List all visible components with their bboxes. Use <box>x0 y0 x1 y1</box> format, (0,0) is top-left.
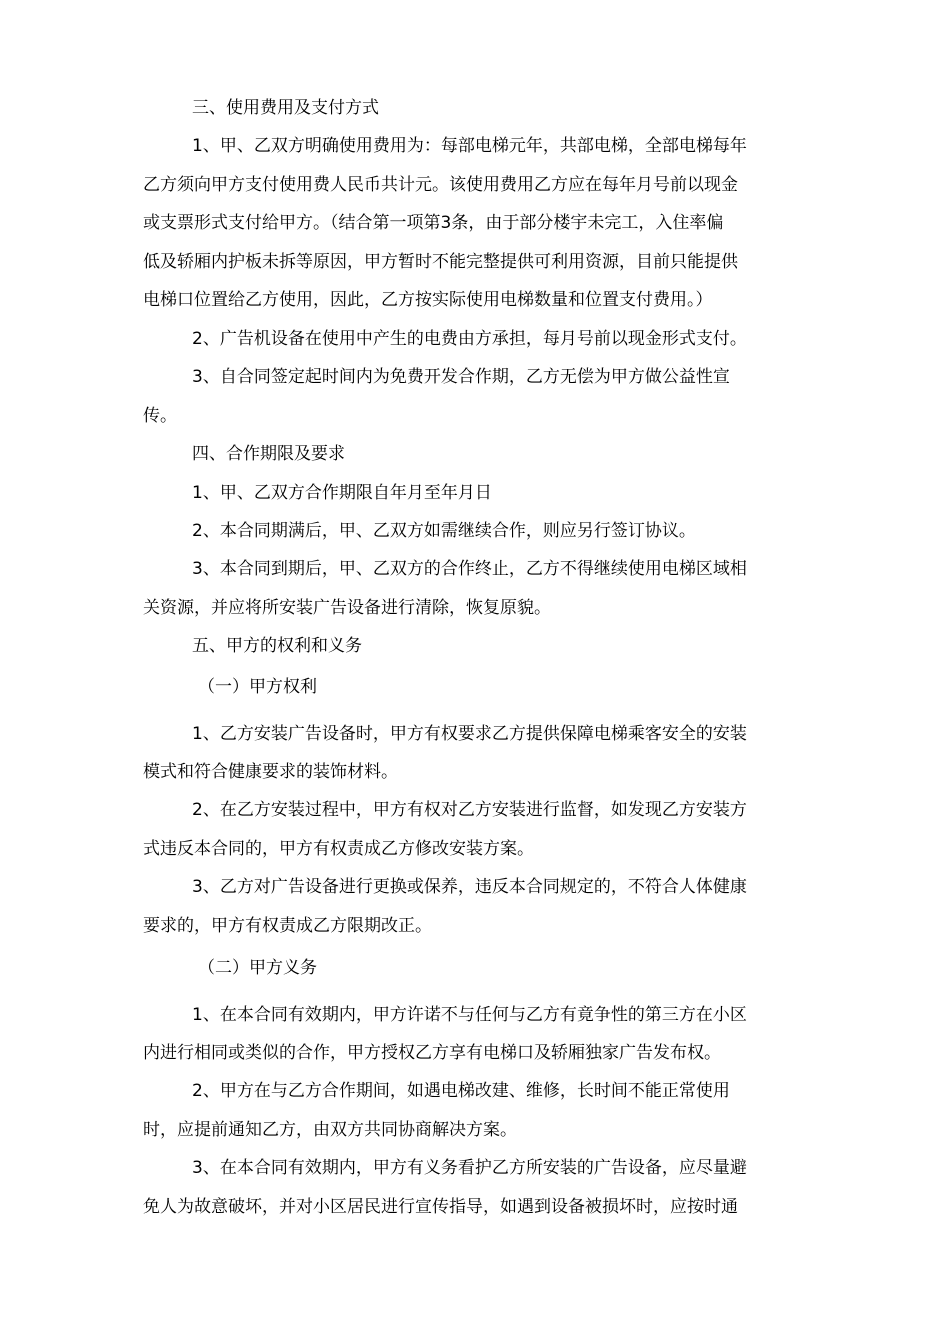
paragraph-line: 时，应提前通知乙方，由双方共同协商解决方案。 <box>143 1120 517 1140</box>
paragraph-line: 2、甲方在与乙方合作期间，如遇电梯改建、维修，长时间不能正常使用 <box>192 1081 730 1101</box>
paragraph-line: 传。 <box>143 406 177 426</box>
paragraph-line: 1、甲、乙双方合作期限自年月至年月日 <box>192 483 492 503</box>
section-heading: 三、使用费用及支付方式 <box>192 98 379 118</box>
paragraph-line: 2、在乙方安装过程中，甲方有权对乙方安装进行监督，如发现乙方安装方 <box>192 800 747 820</box>
section-heading: 五、甲方的权利和义务 <box>192 636 362 656</box>
paragraph-line: 免人为故意破坏，并对小区居民进行宣传指导，如遇到设备被损坏时，应按时通 <box>143 1197 738 1217</box>
paragraph-line: 3、在本合同有效期内，甲方有义务看护乙方所安装的广告设备，应尽量避 <box>192 1158 747 1178</box>
paragraph-line: 3、自合同签定起时间内为免费开发合作期，乙方无偿为甲方做公益性宣 <box>192 367 730 387</box>
paragraph-line: 乙方须向甲方支付使用费人民币共计元。该使用费用乙方应在每年月号前以现金 <box>143 175 738 195</box>
paragraph-line: 模式和符合健康要求的装饰材料。 <box>143 762 398 782</box>
paragraph-line: 电梯口位置给乙方使用，因此，乙方按实际使用电梯数量和位置支付费用。） <box>143 290 713 310</box>
subsection-heading: （二）甲方义务 <box>198 958 317 978</box>
paragraph-line: 关资源，并应将所安装广告设备进行清除，恢复原貌。 <box>143 598 551 618</box>
paragraph-line: 1、甲、乙双方明确使用费用为：每部电梯元年，共部电梯，全部电梯每年 <box>192 136 747 156</box>
paragraph-line: 3、乙方对广告设备进行更换或保养，违反本合同规定的，不符合人体健康 <box>192 877 747 897</box>
paragraph-line: 式违反本合同的，甲方有权责成乙方修改安装方案。 <box>143 839 534 859</box>
paragraph-line: 内进行相同或类似的合作，甲方授权乙方享有电梯口及轿厢独家广告发布权。 <box>143 1043 721 1063</box>
paragraph-line: 2、广告机设备在使用中产生的电费由方承担，每月号前以现金形式支付。 <box>192 329 747 349</box>
paragraph-line: 1、乙方安装广告设备时，甲方有权要求乙方提供保障电梯乘客安全的安装 <box>192 724 747 744</box>
paragraph-line: 1、在本合同有效期内，甲方许诺不与任何与乙方有竟争性的第三方在小区 <box>192 1005 747 1025</box>
paragraph-line: 或支票形式支付给甲方。（结合第一项第3条，由于部分楼宇未完工，入住率偏 <box>143 213 724 233</box>
paragraph-line: 3、本合同到期后，甲、乙双方的合作终止，乙方不得继续使用电梯区域相 <box>192 559 747 579</box>
subsection-heading: （一）甲方权利 <box>198 677 317 697</box>
paragraph-line: 低及轿厢内护板未拆等原因，甲方暂时不能完整提供可利用资源，目前只能提供 <box>143 252 738 272</box>
section-heading: 四、合作期限及要求 <box>192 444 345 464</box>
paragraph-line: 2、本合同期满后，甲、乙双方如需继续合作，则应另行签订协议。 <box>192 521 696 541</box>
paragraph-line: 要求的，甲方有权责成乙方限期改正。 <box>143 916 432 936</box>
